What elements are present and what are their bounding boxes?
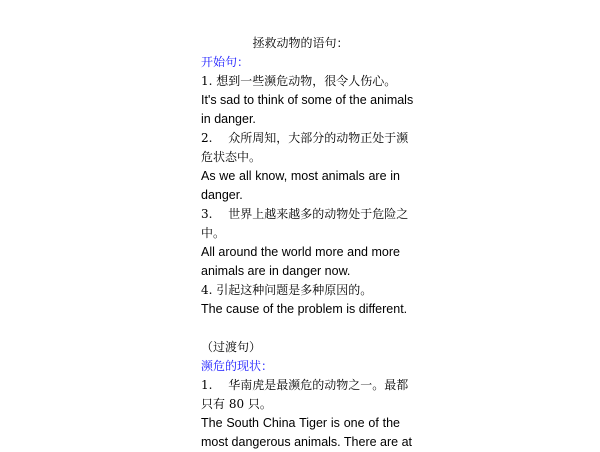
item-3-english-line-1: All around the world more and more — [201, 245, 400, 259]
item-3-english-line-2: animals are in danger now. — [201, 264, 351, 278]
item-4-chinese: 4. 引起这种问题是多种原因的。 — [201, 283, 373, 297]
status-1-chinese-line-1: 1. 华南虎是最濒危的动物之一。最都 — [201, 378, 409, 392]
item-1-chinese: 1. 想到一些濒危动物，很令人伤心。 — [201, 74, 397, 88]
section-heading-status: 濒危的现状： — [201, 359, 274, 373]
status-1-chinese-line-2: 只有 80 只。 — [201, 397, 272, 411]
transition-label: （过渡句） — [201, 340, 262, 354]
paragraph-spacer — [201, 319, 400, 338]
item-1-english-line-2: in danger. — [201, 112, 256, 126]
item-3-chinese-line-2: 中。 — [201, 226, 226, 240]
item-4-english: The cause of the problem is different. — [201, 302, 408, 316]
item-2-english-line-1: As we all know, most animals are in — [201, 169, 400, 183]
item-3-chinese-line-1: 3. 世界上越来越多的动物处于危险之 — [201, 207, 409, 221]
item-1-english-line-1: It's sad to think of some of the animals — [201, 93, 414, 107]
document-title: 拯救动物的语句： — [252, 36, 349, 50]
status-1-english-line-1: The South China Tiger is one of the — [201, 416, 400, 430]
item-2-chinese-line-2: 危状态中。 — [201, 150, 262, 164]
status-1-english-line-2: most dangerous animals. There are at — [201, 435, 412, 449]
document-body — [201, 34, 414, 452]
section-heading-opening: 开始句： — [201, 55, 250, 69]
item-2-chinese-line-1: 2. 众所周知，大部分的动物正处于濒 — [201, 131, 409, 145]
item-2-english-line-2: danger. — [201, 188, 243, 202]
